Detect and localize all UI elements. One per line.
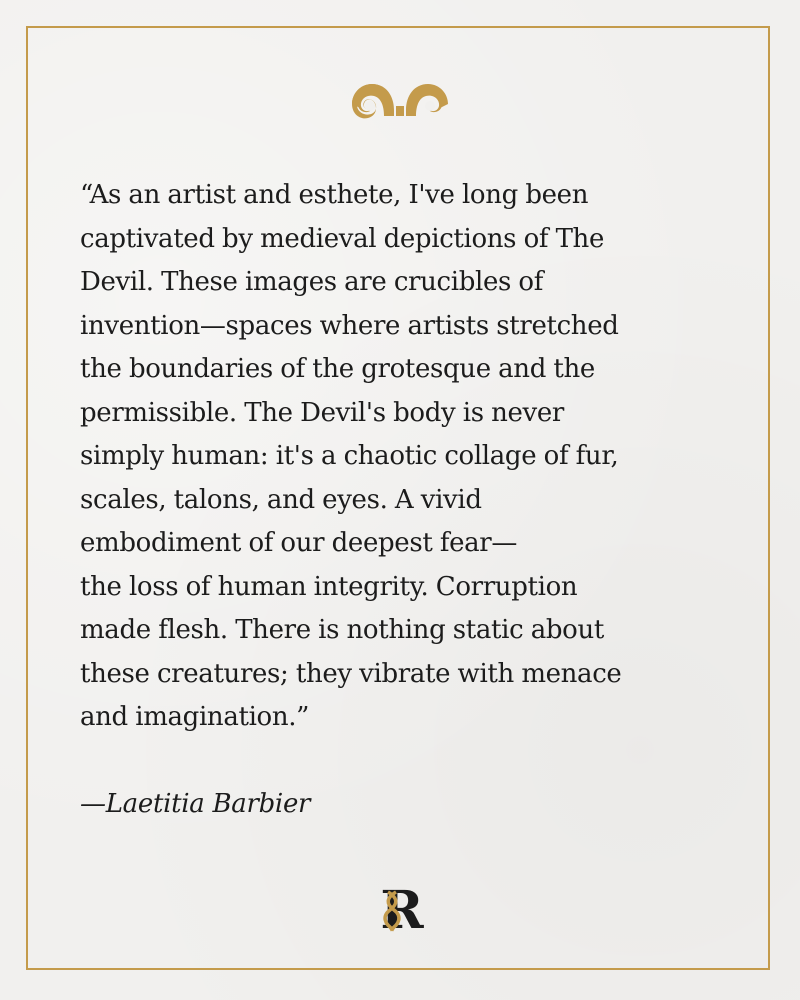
quote-line: permissible. The Devil's body is never [80, 397, 565, 428]
quote-line: made flesh. There is nothing static about [80, 615, 604, 645]
quote-line: captivated by medieval depictions of The [80, 223, 604, 254]
quote-attribution: —Laetitia Barbier [80, 789, 311, 819]
quote-line: scales, talons, and eyes. A vivid [80, 484, 482, 515]
quote-line: Devil. These images are crucibles of [80, 267, 543, 297]
quote-line: the loss of human integrity. Corruption [80, 571, 578, 602]
quote-line: the boundaries of the grotesque and the [80, 354, 595, 384]
quote-line: “As an artist and esthete, I've long been [80, 180, 589, 210]
logo-letter: R [380, 882, 424, 934]
r-monogram-logo [372, 882, 432, 934]
quote-line: these creatures; they vibrate with menace [80, 658, 622, 689]
quote-line: invention—spaces where artists stretched [80, 310, 619, 341]
quote-text [80, 174, 730, 740]
quote-line: simply human: it's a chaotic collage of fur, [80, 441, 619, 471]
quote-line: and imagination.” [80, 702, 310, 732]
ram-horns-icon [346, 68, 454, 122]
quote-line: embodiment of our deepest fear— [80, 528, 518, 558]
